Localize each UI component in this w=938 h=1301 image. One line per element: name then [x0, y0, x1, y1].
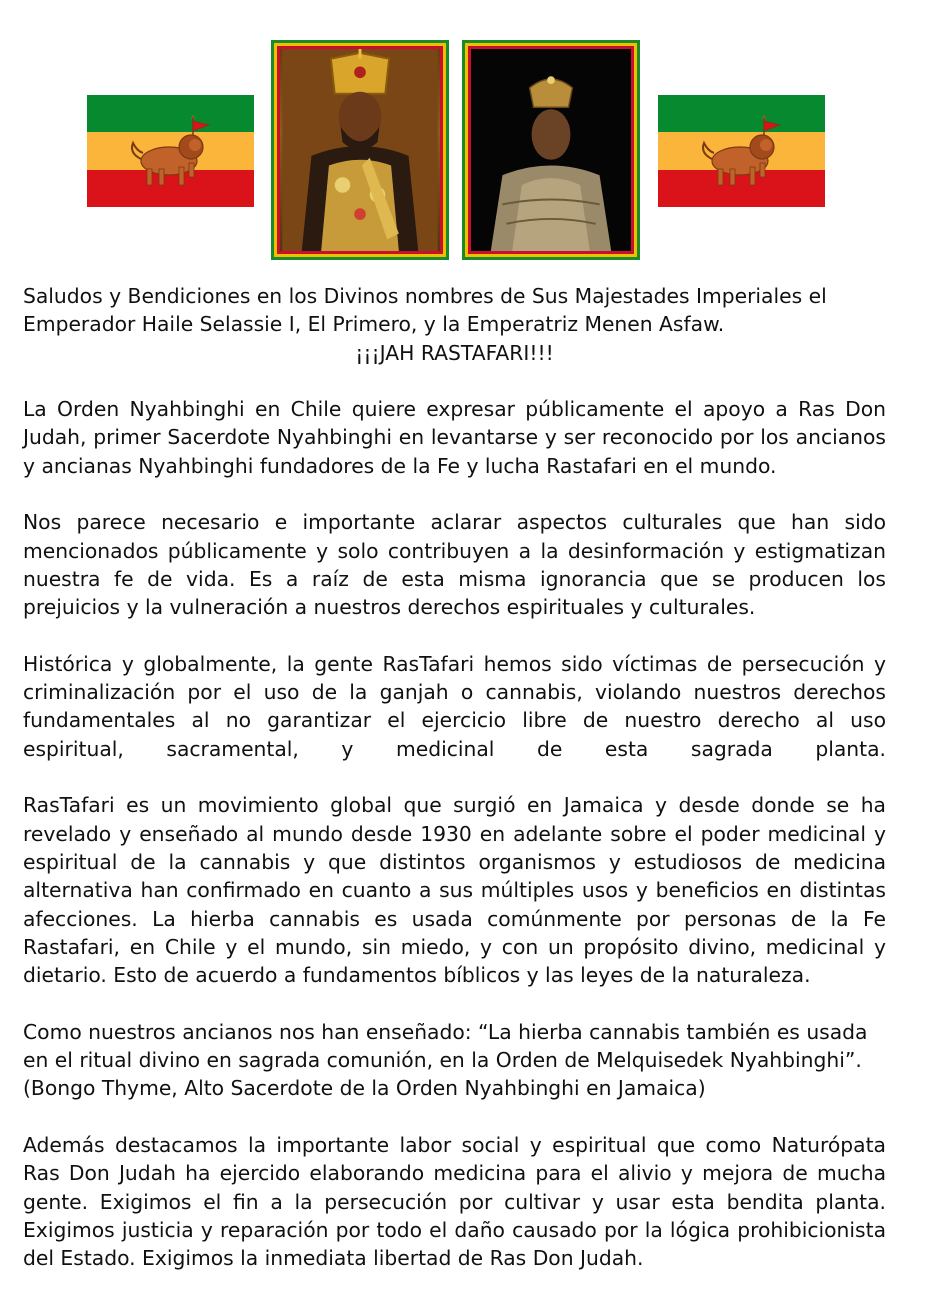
persecution-paragraph: Histórica y globalmente, la gente RasTafari hemos sido víctimas de persecución y criminalización por el uso de la ganjah o cannabis, violando nuestros derechos fundamentales al no garantizar el ejercicio libre de nuestro derecho al uso espiritual, sacramental, y medicinal de esta sagrada planta. [23, 651, 886, 761]
ethiopian-flag-left [87, 95, 254, 207]
lion-of-judah-icon [121, 113, 221, 193]
support-paragraph: La Orden Nyahbinghi en Chile quiere expresar públicamente el apoyo a Ras Don Judah, primer Sacerdote Nyahbinghi en levantarse y ser reconocido por los ancianos y ancianas Nyahbinghi fundadores de la Fe y lucha Rastafari en el mundo. [23, 397, 886, 478]
movement-paragraph: RasTafari es un movimiento global que surgió en Jamaica y desde donde se ha revelado y enseñado al mundo desde 1930 en adelante sobre el poder medicinal y espiritual de la cannabis y que distintos organismos y estudiosos de medicina alternativa han confirmado en cuanto a sus múltiples usos y beneficios en distintas afecciones. La hierba cannabis es usada comúnmente por personas de la Fe Rastafari, en Chile y el mundo, sin miedo, y con un propósito divino, medicinal y dietario. Esto de acuerdo a fundamentos bíblicos y las leyes de la naturaleza. [23, 793, 886, 988]
demands-paragraph: Además destacamos la importante labor social y espiritual que como Naturópata Ras Don Judah ha ejercido elaborando medicina para el alivio y mejora de mucha gente. Exigimos el fin a la persecución por cultivar y usar esta bendita planta. Exigimos justicia y reparación por todo el daño causado por la lógica prohibicionista del Estado. Exigimos la inmediata libertad de Ras Don Judah. [23, 1132, 886, 1271]
empress-portrait-image [471, 49, 631, 251]
greeting-paragraph: Saludos y Bendiciones en los Divinos nombres de Sus Majestades Imperiales el Emperador Haile Selassie I, El Primero, y la Emperatriz Menen Asfaw. [23, 284, 827, 337]
clarification-paragraph: Nos parece necesario e importante aclarar aspectos culturales que han sido mencionados públicamente y solo contribuyen a la desinformación y estigmatizan nuestra fe de vida. Es a raíz de esta misma ignorancia que se producen los prejuicios y la vulneración a nuestros derechos espirituales y culturales. [23, 510, 886, 620]
ethiopian-flag-right [658, 95, 825, 207]
elders-quote-paragraph: Como nuestros ancianos nos han enseñado: “La hierba cannabis también es usada en el ritual divino en sagrada comunión, en la Orden de Melquisedek Nyahbinghi”. (Bongo Thyme, Alto Sacerdote de la Orden Nyahbinghi en Jamaica) [23, 1019, 868, 1101]
exclamation-line: ¡¡¡JAH RASTAFARI!!! [355, 340, 554, 365]
lion-of-judah-icon [692, 113, 792, 193]
portrait-empress [462, 40, 640, 260]
portrait-emperor [271, 40, 449, 260]
emperor-portrait-image [280, 49, 440, 251]
letter-body [23, 282, 886, 1301]
header-banner [0, 0, 938, 270]
